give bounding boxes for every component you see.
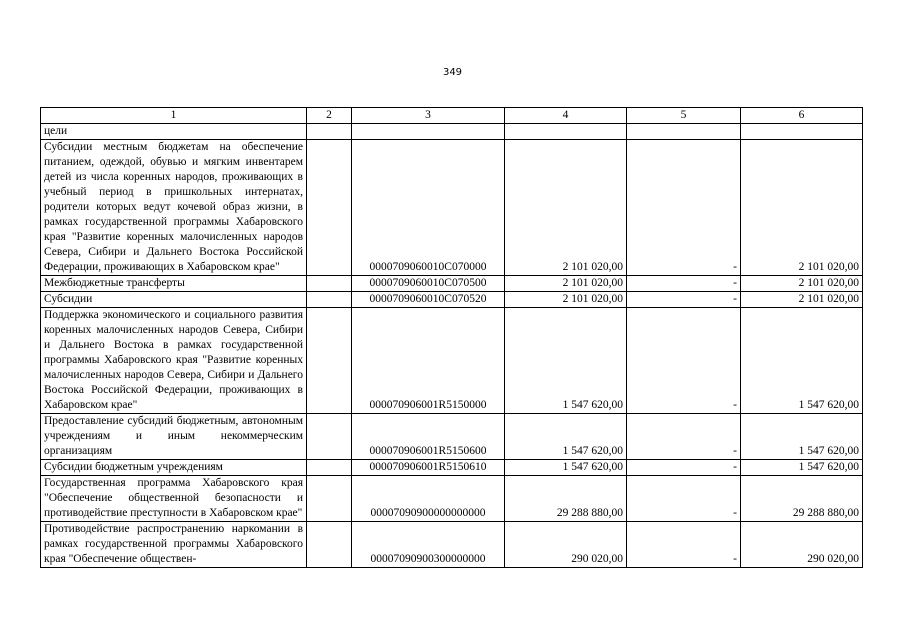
row-value-5: - <box>627 476 741 522</box>
table-row <box>41 308 863 414</box>
row-name: Субсидии <box>41 292 307 308</box>
row-value-5: - <box>627 276 741 292</box>
row-name: Субсидии бюджетным учреждениям <box>41 460 307 476</box>
row-col-2 <box>307 414 352 460</box>
table-row <box>41 522 863 568</box>
row-code: 0000709060010C070520 <box>352 292 505 308</box>
row-col-2 <box>307 308 352 414</box>
row-code: 000070906001R5150610 <box>352 460 505 476</box>
row-value-4: 290 020,00 <box>505 522 627 568</box>
row-col-2 <box>307 140 352 276</box>
row-value-4: 2 101 020,00 <box>505 292 627 308</box>
table-row <box>41 140 863 276</box>
row-value-6: 2 101 020,00 <box>741 292 863 308</box>
row-value-5: - <box>627 460 741 476</box>
row-col-2 <box>307 276 352 292</box>
row-value-5: - <box>627 414 741 460</box>
row-value-5: - <box>627 292 741 308</box>
row-value-4: 29 288 880,00 <box>505 476 627 522</box>
row-name: Предоставление субсидий бюджетным, автономным учреждениям и иным некоммерческим организациям <box>41 414 307 460</box>
row-col-2 <box>307 522 352 568</box>
row-value-4 <box>505 124 627 140</box>
header-col-5: 5 <box>627 108 741 124</box>
row-col-2 <box>307 292 352 308</box>
table-row <box>41 276 863 292</box>
table-row <box>41 460 863 476</box>
row-code: 000070906001R5150600 <box>352 414 505 460</box>
row-value-6: 290 020,00 <box>741 522 863 568</box>
header-col-1: 1 <box>41 108 307 124</box>
row-name: цели <box>41 124 307 140</box>
header-col-3: 3 <box>352 108 505 124</box>
row-value-6: 1 547 620,00 <box>741 308 863 414</box>
table-row <box>41 476 863 522</box>
row-code: 000070906001R5150000 <box>352 308 505 414</box>
table-row <box>41 292 863 308</box>
row-value-5 <box>627 124 741 140</box>
header-col-4: 4 <box>505 108 627 124</box>
row-value-4: 2 101 020,00 <box>505 276 627 292</box>
row-code: 00007090900000000000 <box>352 476 505 522</box>
row-value-4: 1 547 620,00 <box>505 460 627 476</box>
row-value-5: - <box>627 522 741 568</box>
row-value-6: 2 101 020,00 <box>741 140 863 276</box>
row-col-2 <box>307 124 352 140</box>
header-col-6: 6 <box>741 108 863 124</box>
row-value-6: 2 101 020,00 <box>741 276 863 292</box>
budget-table <box>40 107 863 568</box>
row-value-6 <box>741 124 863 140</box>
header-col-2: 2 <box>307 108 352 124</box>
row-value-6: 1 547 620,00 <box>741 414 863 460</box>
row-code: 0000709060010C070500 <box>352 276 505 292</box>
table-row <box>41 414 863 460</box>
row-value-5: - <box>627 140 741 276</box>
row-code: 00007090900300000000 <box>352 522 505 568</box>
row-value-4: 2 101 020,00 <box>505 140 627 276</box>
row-name: Противодействие распространению наркомании в рамках государственной программы Хабаровского края "Обеспечение обществен- <box>41 522 307 568</box>
row-value-4: 1 547 620,00 <box>505 308 627 414</box>
table-row <box>41 124 863 140</box>
row-value-4: 1 547 620,00 <box>505 414 627 460</box>
row-value-6: 29 288 880,00 <box>741 476 863 522</box>
row-value-5: - <box>627 308 741 414</box>
page-number: 349 <box>442 67 463 78</box>
row-col-2 <box>307 460 352 476</box>
row-name: Субсидии местным бюджетам на обеспечение питанием, одеждой, обувью и мягким инвентарем детей из числа коренных народов, проживающих в учебный период в пришкольных интернатах, родители которых ведут кочевой образ жизни, в рамках государственной программы Хабаровского края "Развитие коренных малочисленных народов Севера, Сибири и Дальнего Востока Российской Федерации, проживающих в Хабаровском крае" <box>41 140 307 276</box>
row-code <box>352 124 505 140</box>
table-header-row <box>41 108 863 124</box>
row-col-2 <box>307 476 352 522</box>
row-value-6: 1 547 620,00 <box>741 460 863 476</box>
row-code: 0000709060010C070000 <box>352 140 505 276</box>
row-name: Межбюджетные трансферты <box>41 276 307 292</box>
row-name: Поддержка экономического и социального развития коренных малочисленных народов Севера, Сибири и Дальнего Востока в рамках государственной программы Хабаровского края "Развитие коренных малочисленных народов Севера, Сибири и Дальнего Востока Российской Федерации, проживающих в Хабаровском крае" <box>41 308 307 414</box>
row-name: Государственная программа Хабаровского края "Обеспечение общественной безопасности и противодействие преступности в Хабаровском крае" <box>41 476 307 522</box>
